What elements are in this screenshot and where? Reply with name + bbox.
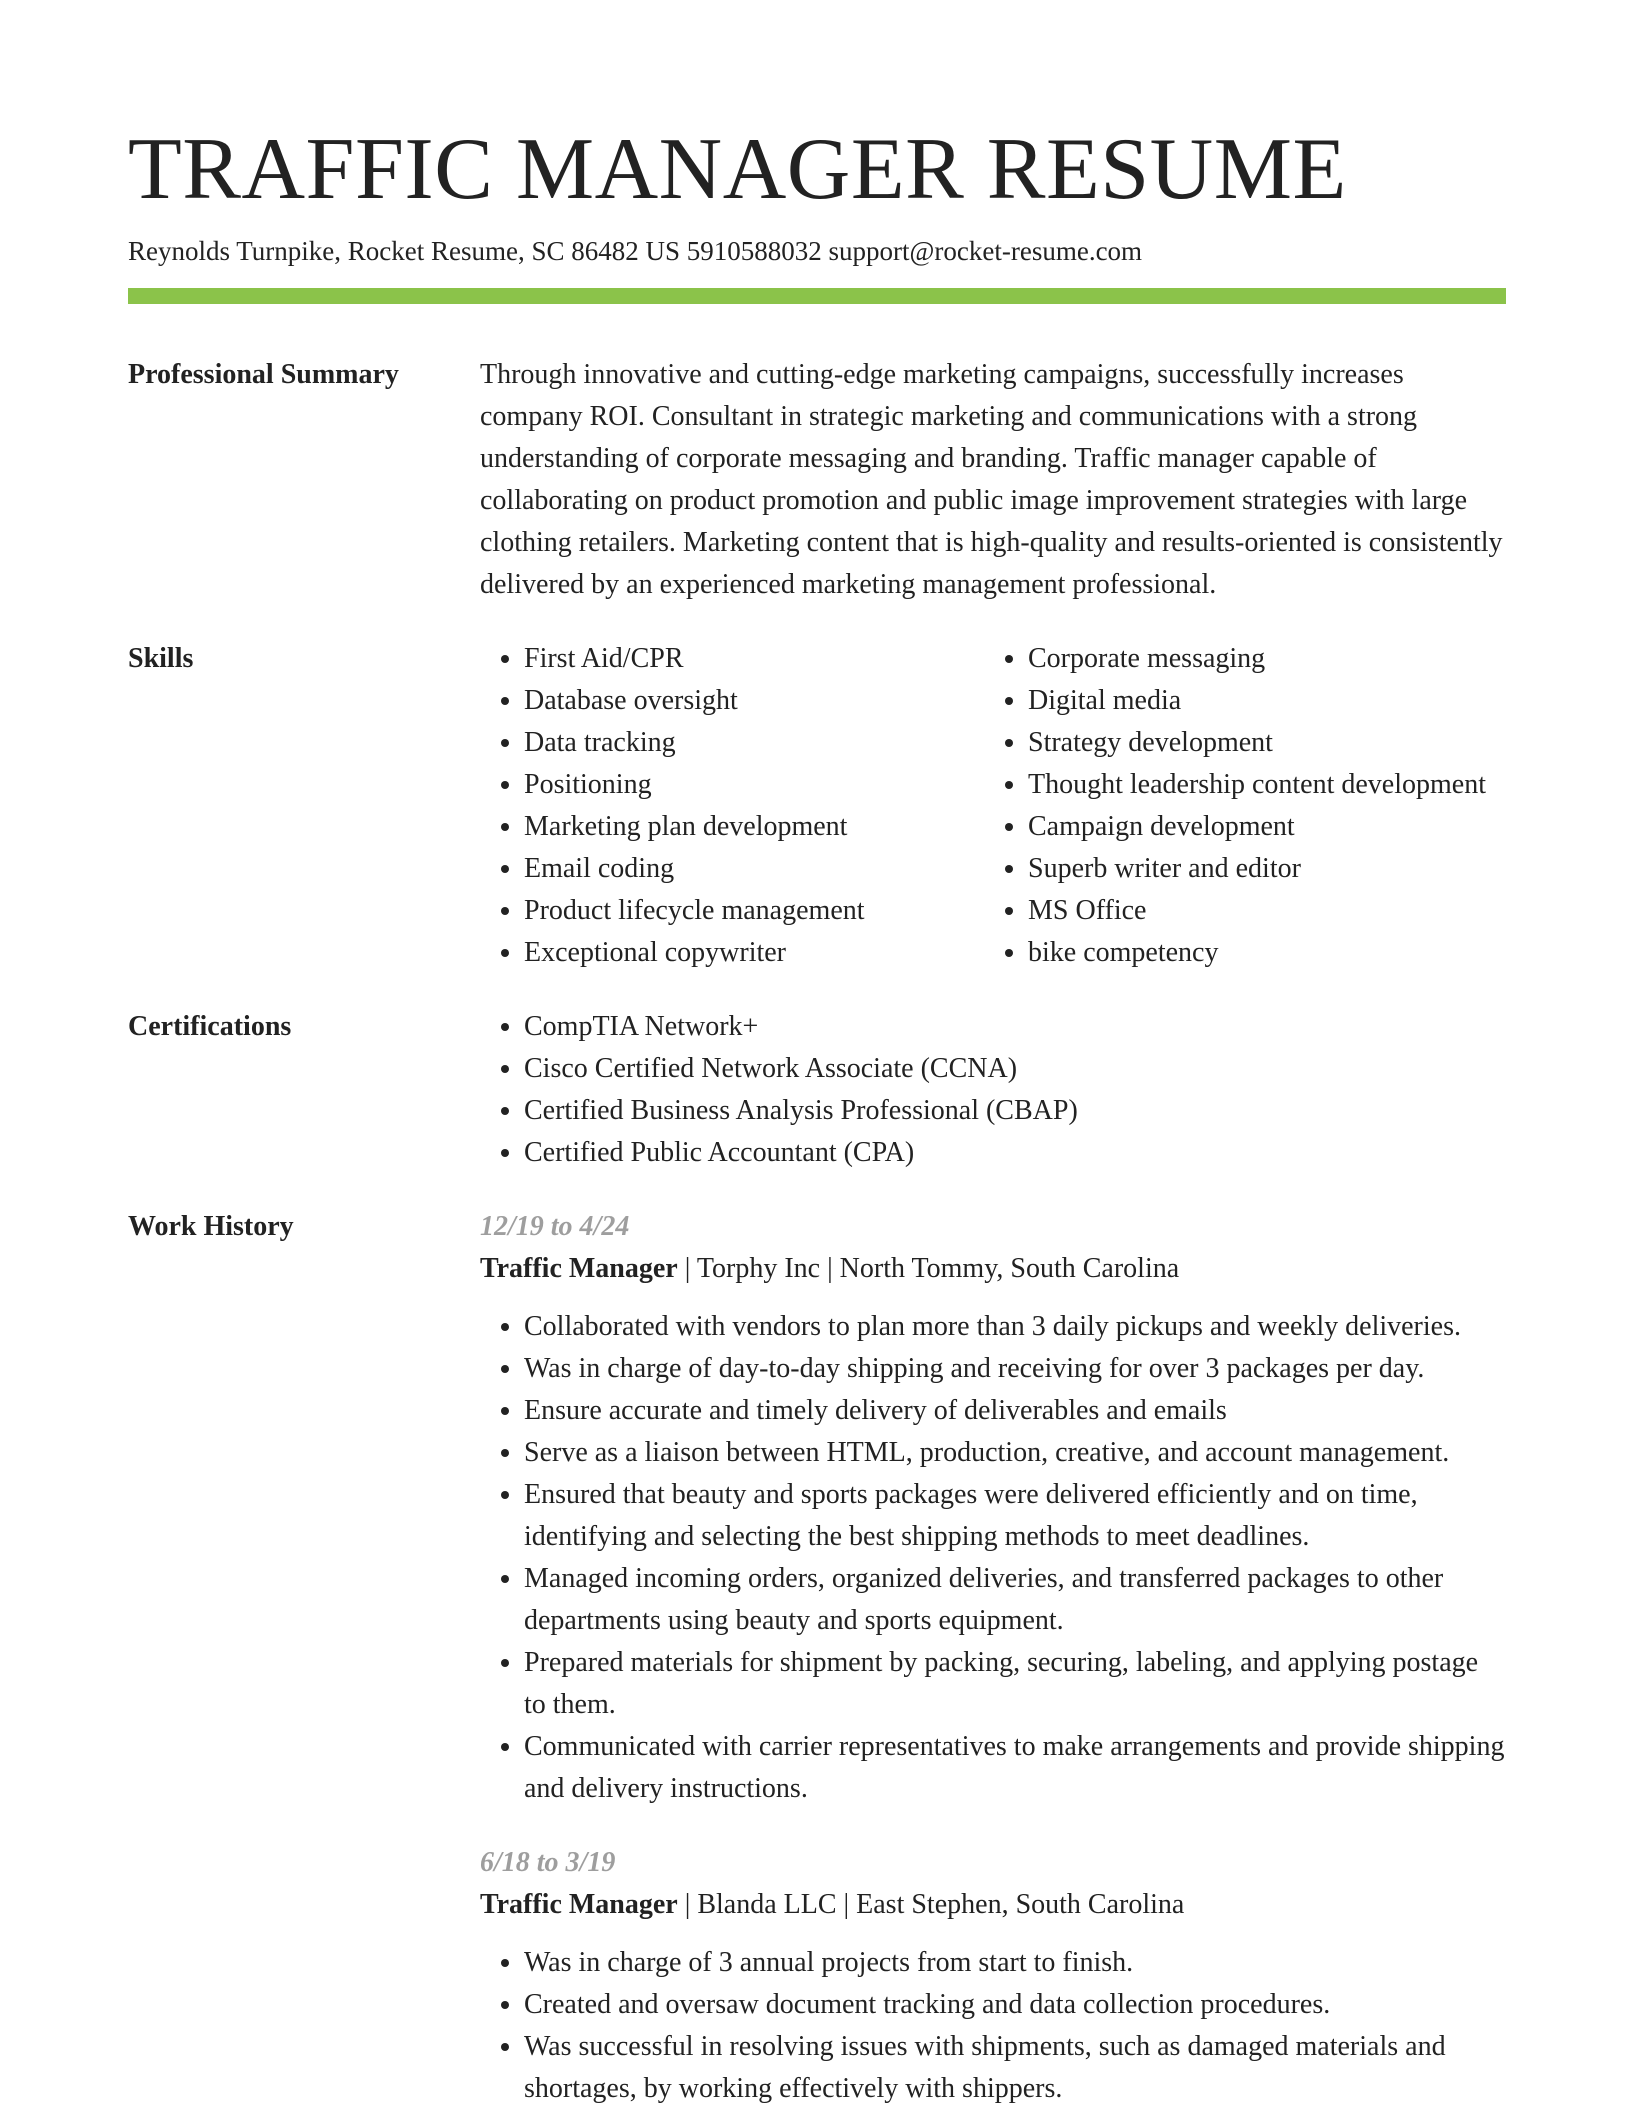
skill-item: • bike competency: [1028, 932, 1506, 974]
job-bullet: • Ensured that beauty and sports packages were delivered efficiently and on time, identifying and selecting the best shipping methods to meet deadlines.: [524, 1474, 1506, 1558]
job-dates: 6/18 to 3/19: [480, 1847, 616, 1878]
skill-item: • Digital media: [1028, 680, 1506, 722]
job-title: Traffic Manager: [480, 1889, 678, 1920]
skill-item: • Database oversight: [524, 680, 984, 722]
job-bullet: • Prepared materials for shipment by packing, securing, labeling, and applying postage to them.: [524, 1642, 1506, 1726]
skill-item: • Product lifecycle management: [524, 890, 984, 932]
job-bullet: • Serve as a liaison between HTML, production, creative, and account management.: [524, 1432, 1506, 1474]
job-title: Traffic Manager: [480, 1253, 678, 1284]
job-bullet: • Was in charge of day-to-day shipping and receiving for over 3 packages per day.: [524, 1348, 1506, 1390]
job-bullet: • Collaborated with vendors to plan more than 3 daily pickups and weekly deliveries.: [524, 1306, 1506, 1348]
job-bullet: • Created and oversaw document tracking and data collection procedures.: [524, 1984, 1506, 2026]
skill-item: • Exceptional copywriter: [524, 932, 984, 974]
skill-item: • Strategy development: [1028, 722, 1506, 764]
certifications-body: [480, 1006, 1506, 1174]
skill-item: • Thought leadership content development: [1028, 764, 1506, 806]
job-heading: [480, 1884, 1506, 1926]
job-bullet: • Managed incoming orders, organized deliveries, and transferred packages to other departments using beauty and sports equipment.: [524, 1558, 1506, 1642]
certifications-list: [480, 1006, 1506, 1174]
certification-item: • Cisco Certified Network Associate (CCNA): [524, 1048, 1506, 1090]
resume-page: [128, 120, 1506, 2110]
header-divider: [128, 288, 1506, 304]
skills-columns: [480, 638, 1506, 974]
job-bullet-list: [480, 1306, 1506, 1810]
work-history-body: [480, 1206, 1506, 2110]
summary-section: [128, 354, 1506, 606]
job-employer-location: | Blanda LLC | East Stephen, South Carolina: [677, 1889, 1185, 1920]
skill-item: • Data tracking: [524, 722, 984, 764]
skills-list-right: [984, 638, 1506, 974]
skills-section: [128, 638, 1506, 974]
job-bullet: • Was in charge of 3 annual projects from start to finish.: [524, 1942, 1506, 1984]
certifications-section: [128, 1006, 1506, 1174]
job-bullet: • Ensure accurate and timely delivery of deliverables and emails: [524, 1390, 1506, 1432]
job-heading: [480, 1248, 1506, 1290]
skill-item: • MS Office: [1028, 890, 1506, 932]
skill-item: • Marketing plan development: [524, 806, 984, 848]
work-history-section: [128, 1206, 1506, 2110]
certification-item: • Certified Business Analysis Professional (CBAP): [524, 1090, 1506, 1132]
page-title: TRAFFIC MANAGER RESUME: [128, 121, 1347, 218]
skill-item: • Positioning: [524, 764, 984, 806]
section-heading-certifications: Certifications: [128, 1011, 292, 1042]
section-heading-work-history: Work History: [128, 1211, 294, 1242]
certification-item: • Certified Public Accountant (CPA): [524, 1132, 1506, 1174]
job-employer-location: | Torphy Inc | North Tommy, South Carolina: [677, 1253, 1180, 1284]
job-bullet: • Was successful in resolving issues with shipments, such as damaged materials and shortages, by working effectively with shippers.: [524, 2026, 1506, 2110]
summary-text: Through innovative and cutting-edge marketing campaigns, successfully increases company ROI. Consultant in strategic marketing and communications with a strong understanding of corporate messaging and branding. Traffic manager capable of collaborating on product promotion and public image improvement strategies with large clothing retailers. Marketing content that is high-quality and results-oriented is consistently delivered by an experienced marketing management professional.: [480, 359, 1503, 600]
skill-item: • Campaign development: [1028, 806, 1506, 848]
section-heading-summary: Professional Summary: [128, 359, 399, 390]
job-bullet-list: [480, 1942, 1506, 2110]
job-bullet: • Communicated with carrier representatives to make arrangements and provide shipping and delivery instructions.: [524, 1726, 1506, 1810]
skill-item: • Email coding: [524, 848, 984, 890]
skill-item: • Superb writer and editor: [1028, 848, 1506, 890]
certification-item: • CompTIA Network+: [524, 1006, 1506, 1048]
skill-item: • Corporate messaging: [1028, 638, 1506, 680]
section-heading-skills: Skills: [128, 643, 194, 674]
job-entry: [480, 1842, 1506, 2110]
job-entry: [480, 1206, 1506, 1810]
job-dates: 12/19 to 4/24: [480, 1211, 630, 1242]
skill-item: • First Aid/CPR: [524, 638, 984, 680]
contact-line: Reynolds Turnpike, Rocket Resume, SC 86482 US 5910588032 support@rocket-resume.com: [128, 236, 1143, 266]
skills-list-left: [480, 638, 984, 974]
